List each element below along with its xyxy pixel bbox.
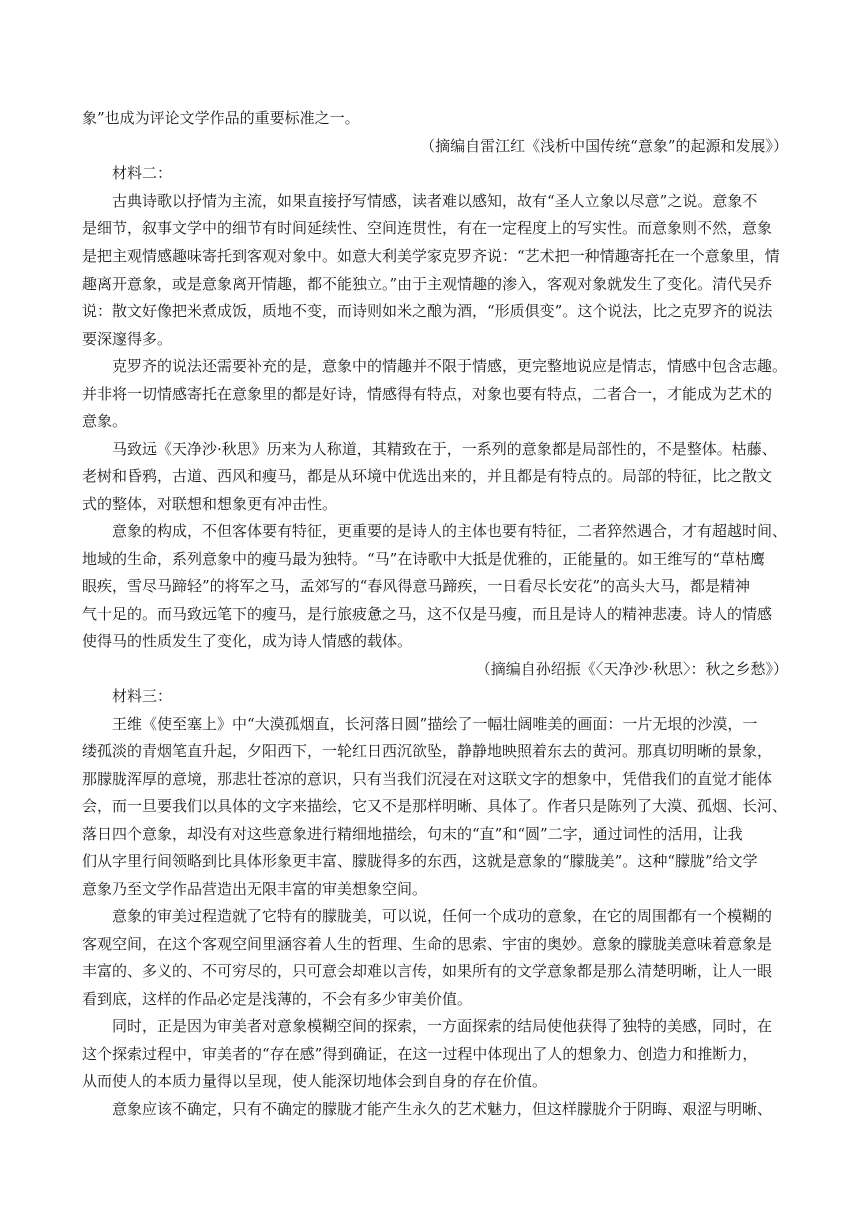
paragraph-line: 看到底，这样的作品必定是浅薄的，不会有多少审美价值。 [82, 990, 473, 1008]
paragraph-line: 马致远《天净沙·秋思》历来为人称道，其精致在于，一系列的意象都是局部性的，不是整体。枯藤、 [112, 440, 777, 458]
paragraph-line: 克罗齐的说法还需要补充的是，意象中的情趣并不限于情感，更完整地说应是情志，情感中包含志趣。 [112, 357, 788, 375]
paragraph-line: 们从字里行间领略到比具体形象更丰富、朦胧得多的东西，这就是意象的“朦胧美”。这种“朦胧”给文学 [82, 852, 758, 870]
paragraph-line: 气十足的。而马致远笔下的瘦马，是行旅疲惫之马，这不仅是马瘦，而且是诗人的精神悲凄。诗人的情感 [82, 605, 773, 623]
paragraph-line: 意象的构成，不但客体要有特征，更重要的是诗人的主体也要有特征，二者猝然遇合，才有超越时间、 [112, 522, 788, 540]
paragraph-line: 客观空间，在这个客观空间里涵容着人生的哲理、生命的思索、宇宙的奥妙。意象的朦胧美意味着意象是 [82, 935, 773, 953]
paragraph-line: 意象乃至文学作品营造出无限丰富的审美想象空间。 [82, 880, 428, 898]
paragraph-line: 这个探索过程中，审美者的“存在感”得到确证，在这一过程中体现出了人的想象力、创造力和推断力， [82, 1045, 758, 1063]
paragraph-line: 从而使人的本质力量得以呈现，使人能深切地体会到自身的存在价值。 [82, 1072, 548, 1090]
paragraph-line: 地域的生命，系列意象中的瘦马最为独特。“马”在诗歌中大抵是优雅的，正能量的。如王维写的“草枯鹰 [82, 550, 766, 568]
paragraph-line: 是细节，叙事文学中的细节有时间延续性、空间连贯性，有在一定程度上的写实性。而意象则不然，意象 [82, 219, 773, 237]
paragraph-line: 是把主观情感趣味寄托到客观对象中。如意大利美学家克罗齐说：“艺术把一种情趣寄托在一个意象里，情 [82, 247, 780, 265]
paragraph-line: 落日四个意象，却没有对这些意象进行精细地描绘，句末的“直”和“圆”二字，通过词性的活用，让我 [82, 825, 743, 843]
paragraph-line: 王维《使至塞上》中“大漠孤烟直，长河落日圆”描绘了一幅壮阔唯美的画面：一片无垠的沙漠，一 [112, 715, 758, 733]
paragraph-line: 古典诗歌以抒情为主流，如果直接抒写情感，读者难以感知，故有“圣人立象以尽意”之说。意象不 [112, 192, 758, 210]
source-citation: （摘编自孙绍振《〈天净沙·秋思〉：秋之乡愁》） [475, 660, 788, 678]
paragraph-line: 要深邃得多。 [82, 330, 173, 348]
section-heading: 材料三： [112, 687, 173, 705]
text-line: 象”也成为评论文学作品的重要标准之一。 [82, 109, 360, 127]
paragraph-line: 同时，正是因为审美者对意象模糊空间的探索，一方面探索的结局使他获得了独特的美感，同时，在 [112, 1017, 773, 1035]
paragraph-line: 意象。 [82, 412, 128, 430]
paragraph-line: 会，而一旦要我们以具体的文字来描绘，它又不是那样明晰、具体了。作者只是陈列了大漠、孤烟、长河、 [82, 797, 788, 815]
paragraph-line: 意象应该不确定，只有不确定的朦胧才能产生永久的艺术魅力，但这样朦胧介于阴晦、艰涩与明晰、 [112, 1100, 773, 1118]
paragraph-line: 那朦胧浑厚的意境，那悲壮苍凉的意识，只有当我们沉浸在对这联文字的想象中，凭借我们的直觉才能体 [82, 770, 773, 788]
source-citation: （摘编自雷江红《浅析中国传统“意象”的起源和发展》） [420, 137, 788, 155]
section-heading: 材料二： [112, 164, 173, 182]
paragraph-line: 趣离开意象，或是意象离开情趣，都不能独立。”由于主观情趣的渗入，客观对象就发生了变化。清代吴乔 [82, 275, 773, 293]
paragraph-line: 说：散文好像把米煮成饭，质地不变，而诗则如米之酿为酒，“形质俱变”。这个说法，比之克罗齐的说法 [82, 302, 773, 320]
paragraph-line: 式的整体，对联想和想象更有冲击性。 [82, 495, 338, 513]
paragraph-line: 老树和昏鸦，古道、西风和瘦马，都是从环境中优选出来的，并且都是有特点的。局部的特征，比之散文 [82, 467, 773, 485]
paragraph-line: 使得马的性质发生了变化，成为诗人情感的载体。 [82, 632, 413, 650]
paragraph-line: 意象的审美过程造就了它特有的朦胧美，可以说，任何一个成功的意象，在它的周围都有一个模糊的 [112, 907, 773, 925]
paragraph-line: 并非将一切情感寄托在意象里的都是好诗，情感得有特点，对象也要有特点，二者合一，才能成为艺术的 [82, 385, 773, 403]
paragraph-line: 缕孤淡的青烟笔直升起，夕阳西下，一轮红日西沉欲坠，静静地映照着东去的黄河。那真切明晰的景象， [82, 742, 773, 760]
paragraph-line: 丰富的、多义的、不可穷尽的，只可意会却难以言传，如果所有的文学意象都是那么清楚明晰，让人一眼 [82, 962, 773, 980]
paragraph-line: 眼疾，雪尽马蹄轻”的将军之马，孟郊写的“春风得意马蹄疾，一日看尽长安花”的高头大马，都是精神 [82, 577, 751, 595]
